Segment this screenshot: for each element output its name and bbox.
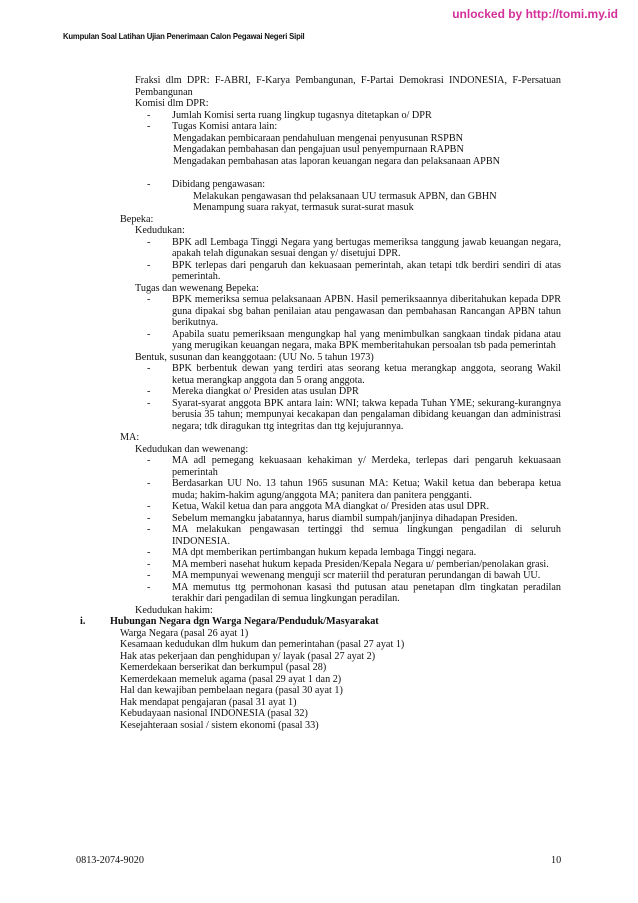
list-item-text: Syarat-syarat anggota BPK antara lain: WNI; takwa kepada Tuhan YME; sekurang-kurangnya berusia 35 tahun; mempunyai kecakapan dan pengalaman dibidang keuangan dan administrasi negara; tdk diragukan ttg integritas dan ttg kejujurannya. [172, 397, 561, 432]
ma-hakim-heading: Kedudukan hakim: [135, 604, 213, 616]
box-bullet-icon [173, 191, 193, 203]
dash-marker: - [147, 524, 151, 535]
fraksi-paragraph [88, 75, 561, 98]
list-item-text: Sebelum memangku jabatannya, harus diambil sumpah/janjinya dihadapan Presiden. [172, 512, 518, 524]
section-title: Hubungan Negara dgn Warga Negara/Penduduk/Masyarakat [110, 616, 379, 627]
dash-marker: - [147, 179, 151, 190]
bepeka-bentuk-heading: Bentuk, susunan dan keanggotaan: (UU No. 5 tahun 1973) [135, 351, 374, 363]
dash-marker: - [147, 294, 151, 305]
list-item-text: Berdasarkan UU No. 13 tahun 1965 susunan MA: Ketua; Wakil ketua dan beberapa ketua muda; hakim-hakim agung/anggota MA; panitera dan panitera pengganti. [172, 478, 561, 501]
document-body [80, 75, 561, 731]
sub-item: Mengadakan pembicaraan pendahuluan mengenai penyusunan RSPBN [173, 132, 463, 144]
list-item [88, 110, 561, 122]
list-item-text: Apabila suatu pemeriksaan mengungkap hal yang menimbulkan sangkaan tindak pidana atau yang merugikan keuangan negara, maka BPK memberitahukan persoalan tsb pada pemerintah [172, 328, 561, 351]
sub-item: Mengadakan pembahasan atas laporan keuangan negara dan pelaksanaan APBN [173, 155, 501, 167]
list-item [88, 524, 561, 547]
footer-phone: 0813-2074-9020 [76, 855, 144, 866]
list-item-text: MA adl pemegang kekuasaan kehakiman y/ Merdeka, terlepas dari pengaruh kekuasaan pemerintah [172, 455, 561, 478]
box-item [88, 191, 561, 203]
list-item [88, 501, 561, 513]
list-item-text: BPK terlepas dari pengaruh dan kekuasaan pemerintah, akan tetapi tdk berdiri sendiri di atas pemerintah. [172, 259, 561, 282]
dash-marker: - [147, 581, 151, 593]
dash-marker: - [147, 547, 151, 558]
list-item [88, 582, 561, 605]
dash-marker: - [147, 236, 151, 248]
list-item [88, 570, 561, 582]
page-number: 10 [551, 855, 562, 866]
watermark: unlocked by http://tomi.my.id [452, 7, 618, 21]
list-item-text: MA memberi nasehat hukum kepada Presiden/Kepala Negara u/ pemberian/penolakan grasi. [172, 558, 549, 570]
dash-marker: - [147, 512, 151, 524]
dash-marker: - [147, 328, 151, 340]
list-item [88, 513, 561, 525]
list-item-text: Dibidang pengawasan: [172, 179, 266, 190]
list-item-text: MA dpt memberikan pertimbangan hukum kepada lembaga Tinggi negara. [172, 547, 477, 558]
bepeka-kedudukan-heading: Kedudukan: [135, 225, 185, 236]
list-item-text: MA melakukan pengawasan tertinggi thd semua lingkungan pengadilan di seluruh INDONESIA. [172, 524, 561, 547]
box-item-text: Menampung suara rakyat, termasuk surat-surat masuk [193, 202, 414, 213]
sub-item: Mengadakan pembahasan dan pengajuan usul penyempurnaan RAPBN [173, 144, 464, 155]
ma-kedudukan-heading: Kedudukan dan wewenang: [135, 443, 249, 455]
list-item: Hak atas pekerjaan dan penghidupan y/ layak (pasal 27 ayat 2) [120, 650, 376, 662]
komisi-heading: Komisi dlm DPR: [135, 98, 209, 109]
dash-marker: - [147, 121, 151, 132]
list-item [88, 559, 561, 571]
list-item [88, 478, 561, 501]
list-item-text: BPK memeriksa semua pelaksanaan APBN. Hasil pemeriksaannya diberitahukan kepada DPR guna dipakai sbg bahan penilaian atau pengawasan dan pembahasan Rancangan APBN tahun berikutnya. [172, 294, 561, 328]
fraksi-text: Fraksi dlm DPR: F-ABRI, F-Karya Pembangunan, F-Partai Demokrasi INDONESIA, F-Persatuan Pembangunan [135, 75, 561, 98]
list-item [88, 363, 561, 386]
list-item [88, 260, 561, 283]
list-item [88, 329, 561, 352]
list-item: Hak mendapat pengajaran (pasal 31 ayat 1) [120, 696, 297, 708]
list-item: Kesamaan kedudukan dlm hukum dan pemerintahan (pasal 27 ayat 1) [120, 639, 405, 650]
list-item [88, 237, 561, 260]
box-item [88, 202, 561, 214]
list-item-text: Mereka diangkat o/ Presiden atas usulan DPR [172, 386, 359, 397]
list-item: Kesejahteraan sosial / sistem ekonomi (pasal 33) [120, 719, 319, 731]
list-item: Warga Negara (pasal 26 ayat 1) [120, 627, 249, 639]
dash-marker: - [147, 455, 151, 466]
dash-marker: - [147, 386, 151, 397]
dash-marker: - [147, 109, 151, 121]
ma-title: MA: [120, 432, 140, 443]
section-heading [80, 616, 561, 628]
list-item-text: Jumlah Komisi serta ruang lingkup tugasnya ditetapkan o/ DPR [172, 109, 432, 121]
section-marker: i. [80, 616, 86, 627]
list-item-text: Tugas Komisi antara lain: [172, 121, 278, 132]
dash-marker: - [147, 397, 151, 409]
list-item [88, 179, 561, 191]
dash-marker: - [147, 478, 151, 489]
page-header: Kumpulan Soal Latihan Ujian Penerimaan Calon Pegawai Negeri Sipil [63, 31, 305, 41]
dash-marker: - [147, 259, 151, 271]
list-item [88, 294, 561, 329]
list-item [88, 386, 561, 398]
list-item-text: MA mempunyai wewenang menguji scr materiil thd peraturan perundangan di bawah UU. [172, 570, 541, 581]
bepeka-title: Bepeka: [120, 213, 154, 225]
list-item-text: BPK adl Lembaga Tinggi Negara yang bertugas memeriksa tanggung jawab keuangan negara, apakah telah digunakan sesuai dengan y/ disetujui DPR. [172, 236, 561, 259]
list-item [88, 455, 561, 478]
dash-marker: - [147, 570, 151, 581]
box-bullet-icon [173, 202, 193, 214]
dash-marker: - [147, 363, 151, 374]
list-item-text: Ketua, Wakil ketua dan para anggota MA diangkat o/ Presiden atas usul DPR. [172, 501, 489, 512]
list-item-text: MA memutus ttg permohonan kasasi thd putusan atau penetapan dlm tingkatan peradilan terakhir dari pengadilan di semua lingkungan peradilan. [172, 581, 561, 604]
list-item-text: BPK berbentuk dewan yang terdiri atas seorang ketua merangkap anggota, seorang Wakil ketua merangkap anggota dan 5 orang anggota. [172, 363, 561, 386]
list-item: Kemerdekaan berserikat dan berkumpul (pasal 28) [120, 662, 327, 673]
dash-marker: - [147, 501, 151, 512]
dash-marker: - [147, 558, 151, 570]
list-item: Kebudayaan nasional INDONESIA (pasal 32) [120, 708, 308, 719]
list-item [88, 121, 561, 133]
bepeka-tugas-heading: Tugas dan wewenang Bepeka: [135, 282, 259, 294]
list-item: Hal dan kewajiban pembelaan negara (pasal 30 ayat 1) [120, 685, 343, 696]
list-item [88, 398, 561, 433]
list-item [88, 547, 561, 559]
box-item-text: Melakukan pengawasan thd pelaksanaan UU termasuk APBN, dan GBHN [193, 190, 497, 202]
list-item: Kemerdekaan memeluk agama (pasal 29 ayat 1 dan 2) [120, 673, 342, 685]
